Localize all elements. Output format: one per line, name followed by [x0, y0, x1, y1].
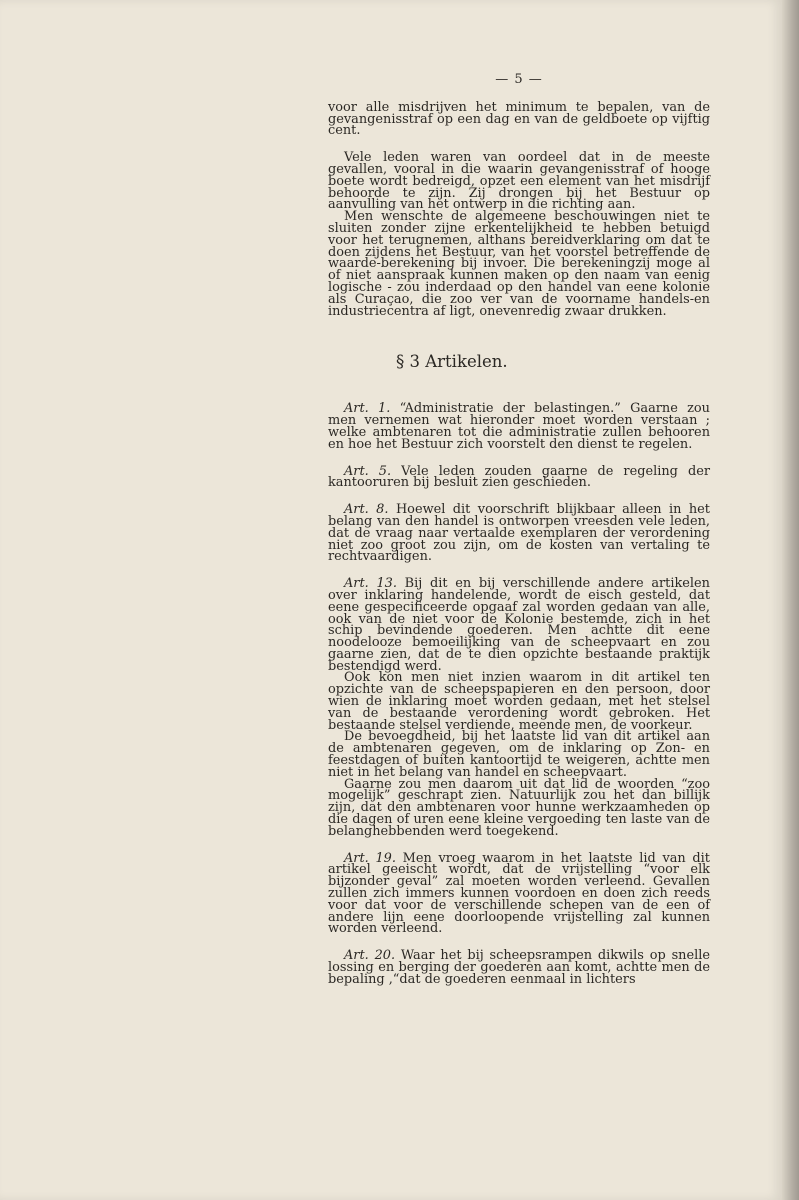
article-5 [328, 463, 710, 491]
page-text-column [328, 74, 710, 986]
article-13-paragraph-4: Gaarne zou men daarom uit dat lid de woorden “zoo mogelijk” geschrapt zien. Natuurlijk zou het dan billijk zijn, dat den ambtenaren voor hunne werkzaamheden op die dagen of uren eene kleine vergoeding ten laste van de belanghebbenden werd toegekend. [328, 776, 710, 839]
paragraph-2: Vele leden waren van oordeel dat in de meeste gevallen, vooral in die waarin gevangenisstraf of hooge boete wordt bedreigd, opzet een element van het misdrijf behoorde te zijn. Zij drongen bij het Bestuur op aanvulling van het ontwerp in die richting aan. [328, 150, 710, 213]
article-13-paragraph-2: Ook kon men niet inzien waarom in dit artikel ten opzichte van de scheepspapieren en den persoon, door wien de inklaring moet worden gedaan, met het stelsel van de bestaande verordening wordt gebroken. Het bestaande stelsel verdiende, meende men, de voorkeur. [328, 670, 710, 733]
article-8 [328, 504, 710, 563]
article-13-label: Art. 13. [344, 576, 397, 592]
article-20-text: Waar het bij scheepsrampen dikwils op snelle lossing en berging der goederen aan komt, achtte men de bepaling ,“dat de goederen eenmaal in lichters [328, 948, 710, 987]
article-13-text: Bij dit en bij verschillende andere artikelen over inklaring handelende, wordt de eisch gesteld, dat eene gespecificeerde opgaaf zal worden gedaan van alle, ook van de niet voor de Kolonie bestemde, zich in het schip bevindende goederen. Men achtte dit eene noodelooze bemoeilijking van de scheepvaart en zou gaarne zien, dat de te dien opzichte bestaande praktijk bestendigd werd. [328, 576, 710, 674]
article-8-text: Hoewel dit voorschrift blijkbaar alleen in het belang van den handel is ontworpen vreesden vele leden, dat de vraag naar vertaalde exemplaren der verordening niet zoo groot zou zijn, om de kosten van vertaling te rechtvaardigen. [328, 502, 710, 565]
article-20 [328, 950, 710, 985]
article-13-paragraph-3: De bevoegdheid, bij het laatste lid van dit artikel aan de ambtenaren gegeven, om de inklaring op Zon- en feestdagen of buiten kantoortijd te weigeren, achtte men niet in het belang van handel en scheepvaart. [328, 729, 710, 780]
article-8-label: Art. 8. [344, 502, 389, 518]
page-edge [782, 0, 799, 1200]
article-20-label: Art. 20. [344, 948, 396, 964]
article-1 [328, 403, 710, 450]
article-5-label: Art. 5. [344, 463, 392, 479]
article-5-text: Vele leden zouden gaarne de regeling der kantooruren bij besluit zien geschieden. [328, 463, 710, 491]
article-13 [328, 578, 710, 672]
article-19-label: Art. 19. [344, 850, 396, 866]
page-number: — 5 — [495, 72, 543, 87]
article-1-text: “Administratie der belastingen.” Gaarne zou men vernemen wat hieronder moet worden verstaan ; welke ambtenaren tot die administratie zullen behooren en hoe het Bestuur zich voorstelt den dienst te regelen. [328, 401, 710, 452]
paragraph-3: Men wenschte de algemeene beschouwingen niet te sluiten zonder zijne erkentelijkheid te hebben betuigd voor het terugnemen, althans bereidverklaring om dat te doen zijdens het Bestuur, van het voorstel betreffende de waarde-berekening bij invoer. Die berekeningzij moge al of niet aanspraak kunnen maken op den naam van eenig logische - zou inderdaad op den handel van eene kolonie als Curaçao, die zoo ver van de voorname handels-en industriecentra af ligt, onevenredig zwaar drukken. [328, 209, 710, 319]
article-19 [328, 850, 710, 937]
paragraph-1: voor alle misdrijven het minimum te bepalen, van de gevangenisstraf op een dag en van de geldboete op vijftig cent. [328, 99, 710, 139]
article-1-label: Art. 1. [344, 401, 391, 417]
section-heading: § 3 Artikelen. [396, 352, 508, 372]
article-19-text: Men vroeg waarom in het laatste lid van dit artikel geeischt wordt, dat de vrijstelling “voor elk bijzonder geval” zal moeten worden verleend. Gevallen zullen zich immers kunnen voordoen en doen zich reeds voor dat voor de verschillende schepen van de een of andere lijn eene doorloopende vrijstelling zal kunnen worden verleend. [328, 850, 710, 937]
